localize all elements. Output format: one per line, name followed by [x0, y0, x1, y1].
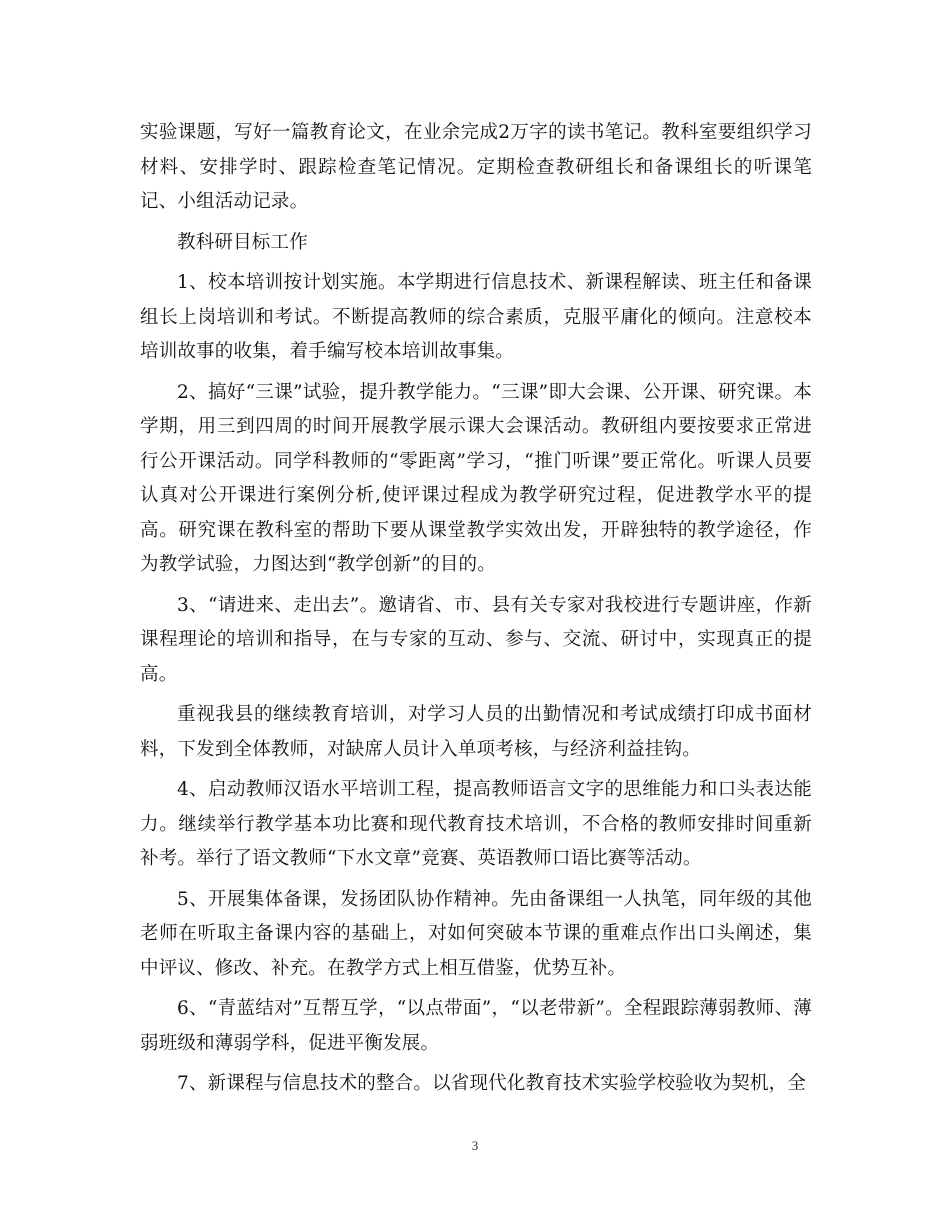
paragraph-continued: 实验课题，写好一篇教育论文，在业余完成2万字的读书笔记。教科室要组织学习材料、安排学时、跟踪检查笔记情况。定期检查教研组长和备课组长的听课笔记、小组活动记录。	[140, 122, 812, 212]
paragraph-item-3: 3、“请进来、走出去”。邀请省、市、县有关专家对我校进行专题讲座，作新课程理论的培训和指导，在与专家的互动、参与、交流、研讨中，实现真正的提高。	[140, 594, 812, 685]
section-heading: 教科研目标工作	[177, 231, 308, 253]
paragraph-continuing-education: 重视我县的继续教育培训，对学习人员的出勤情况和考试成绩打印成书面材料，下发到全体教师，对缺席人员计入单项考核，与经济利益挂钩。	[140, 704, 812, 760]
paragraph-item-7: 7、新课程与信息技术的整合。以省现代化教育技术实验学校验收为契机，全	[177, 1073, 807, 1094]
paragraph-item-6: 6、“青蓝结对”互帮互学，“以点带面”，“以老带新”。全程跟踪薄弱教师、薄弱班级和薄弱学科，促进平衡发展。	[140, 998, 812, 1054]
paragraph-item-2: 2、搞好“三课”试验，提升教学能力。“三课”即大会课、公开课、研究课。本学期，用三到四周的时间开展教学展示课大会课活动。教研组内要按要求正常进行公开课活动。同学科教师的“零距离”学习，“推门听课”要正常化。听课人员要认真对公开课进行案例分析,使评课过程成为教学研究过程，促进教学水平的提高。研究课在教科室的帮助下要从课堂教学实效出发，开辟独特的教学途径，作为教学试验，力图达到“教学创新”的目的。	[140, 381, 812, 575]
paragraph-item-1: 1、校本培训按计划实施。本学期进行信息技术、新课程解读、班主任和备课组长上岗培训和考试。不断提高教师的综合素质，克服平庸化的倾向。注意校本培训故事的收集，着手编写校本培训故事集。	[140, 272, 812, 362]
paragraph-item-5: 5、开展集体备课，发扬团队协作精神。先由备课组一人执笔，同年级的其他老师在听取主备课内容的基础上，对如何突破本节课的重难点作出口头阐述，集中评议、修改、补充。在教学方式上相互借鉴，优势互补。	[140, 888, 812, 979]
page-number: 3	[471, 1138, 479, 1153]
paragraph-item-4: 4、启动教师汉语水平培训工程，提高教师语言文字的思维能力和口头表达能力。继续举行教学基本功比赛和现代教育技术培训，不合格的教师安排时间重新补考。举行了语文教师“下水文章”竞赛、英语教师口语比赛等活动。	[140, 779, 812, 869]
document-body	[140, 116, 812, 1102]
